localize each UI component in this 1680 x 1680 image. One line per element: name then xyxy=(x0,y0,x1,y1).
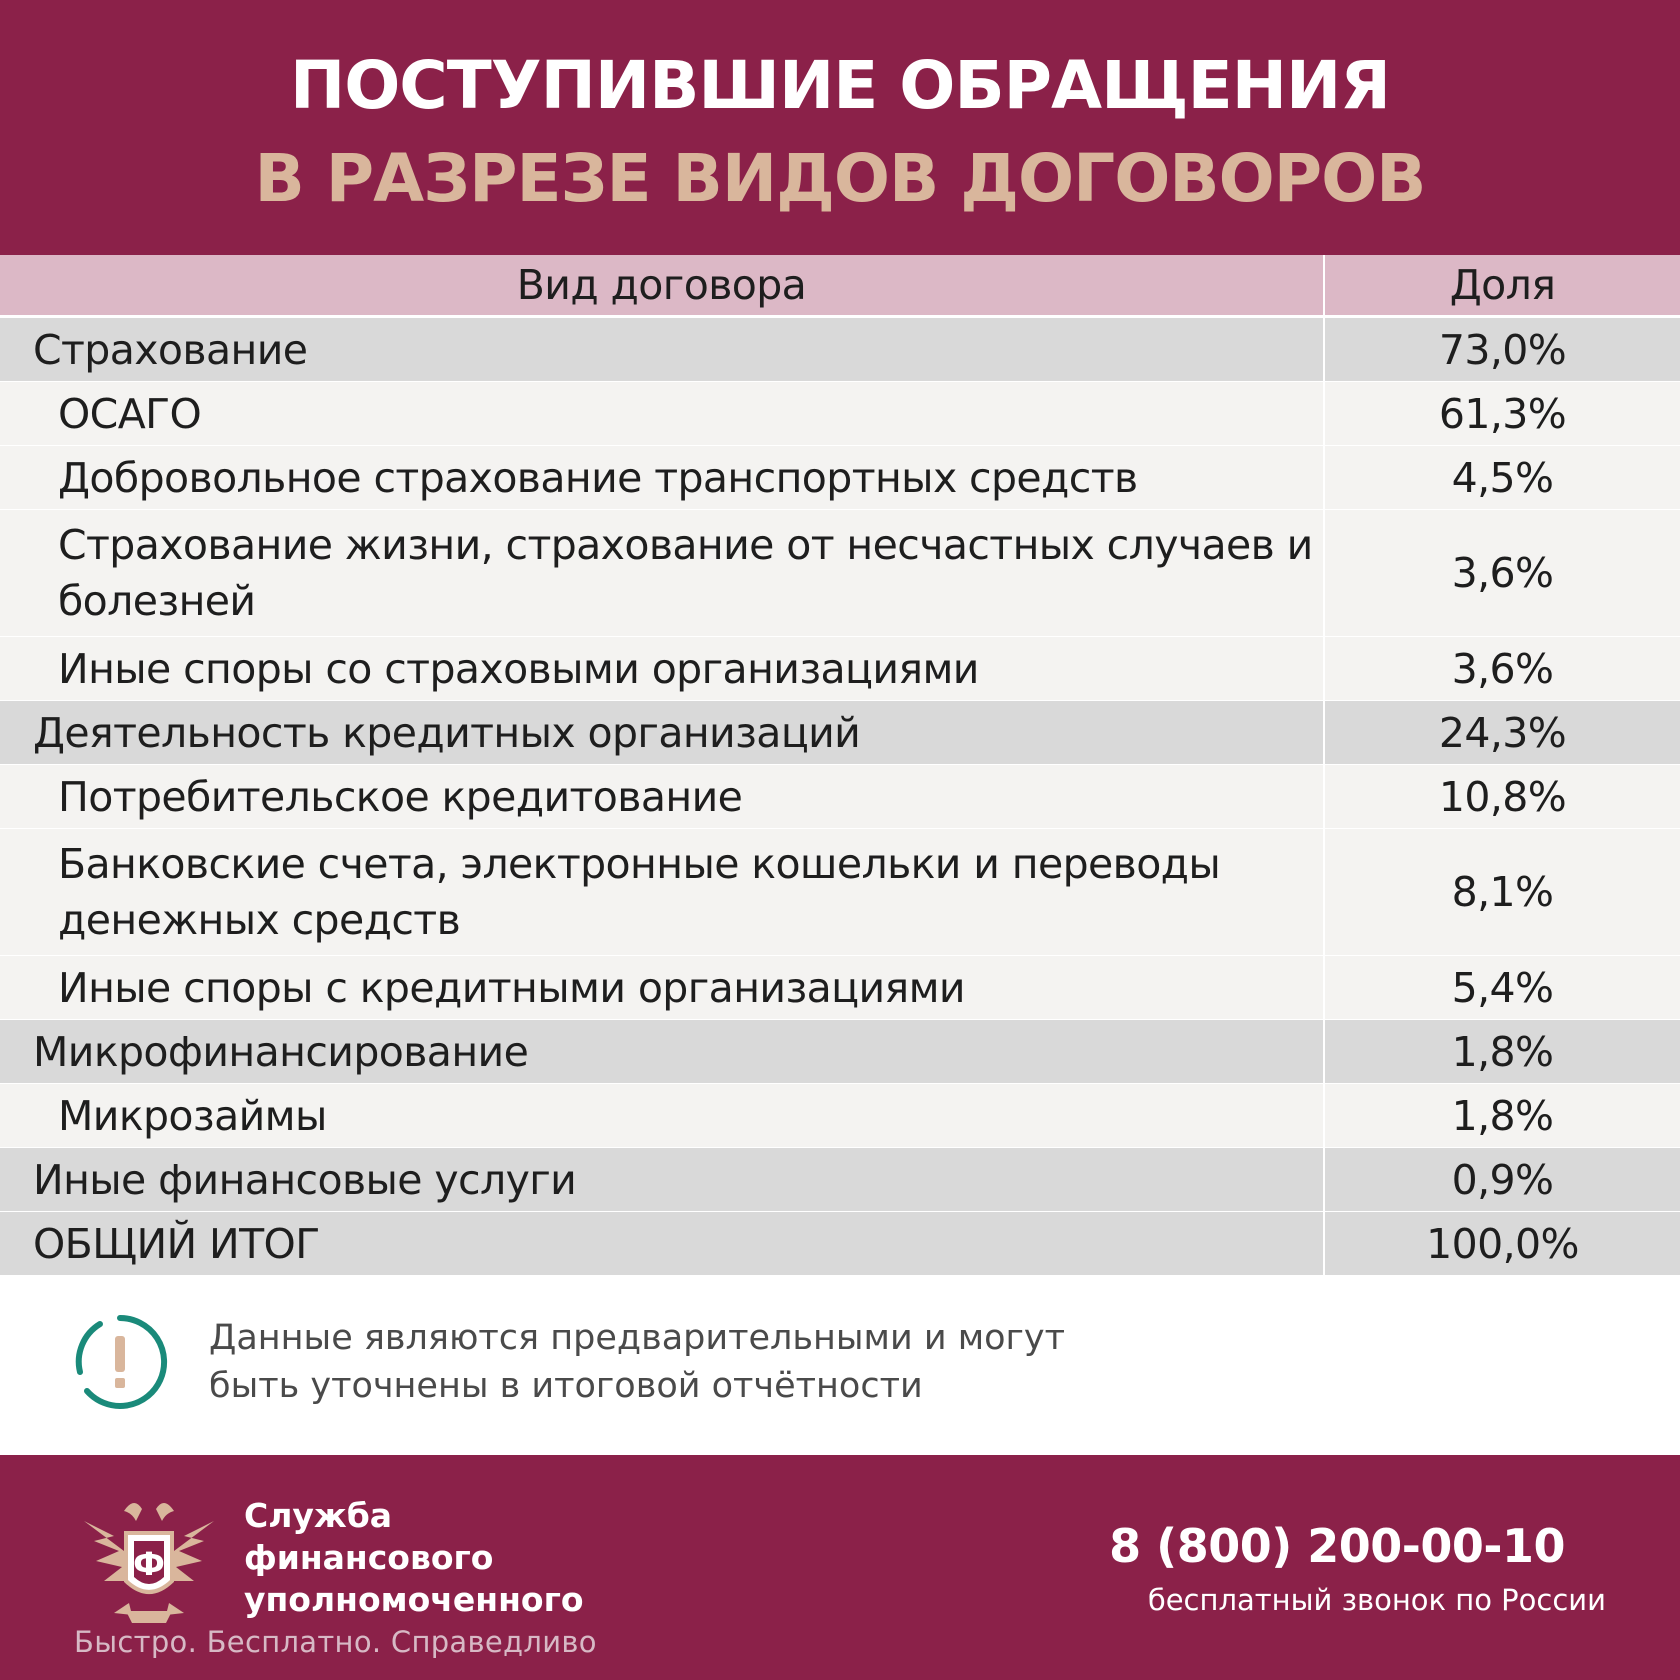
row-share: 61,3% xyxy=(1438,389,1567,438)
row-share: 1,8% xyxy=(1451,1091,1554,1140)
row-name: ОСАГО xyxy=(0,382,1325,445)
row-name: Банковские счета, электронные кошельки и переводы денежных средств xyxy=(0,829,1325,955)
table-row xyxy=(0,446,1680,510)
disclaimer-text xyxy=(209,1314,1209,1410)
row-share: 10,8% xyxy=(1438,772,1567,821)
table-total-row xyxy=(0,1212,1680,1276)
row-name: Микрозаймы xyxy=(0,1084,1325,1147)
table-row xyxy=(0,382,1680,446)
row-share: 0,9% xyxy=(1451,1155,1554,1204)
row-name: Иные споры с кредитными организациями xyxy=(0,956,1325,1019)
org-name-line-2: финансового xyxy=(244,1538,494,1577)
row-name: Иные финансовые услуги xyxy=(0,1148,1325,1211)
table-row xyxy=(0,510,1680,637)
row-name: Микрофинансирование xyxy=(0,1020,1325,1083)
hotline-phone: 8 (800) 200-00-10 xyxy=(1109,1519,1565,1573)
table-row xyxy=(0,318,1680,382)
column-header-type: Вид договора xyxy=(0,255,1325,315)
slogan: Быстро. Бесплатно. Справедливо xyxy=(74,1625,597,1659)
disclaimer-notice xyxy=(0,1270,1680,1455)
table-row xyxy=(0,1148,1680,1212)
contract-types-table xyxy=(0,255,1680,1276)
disclaimer-line-1: Данные являются предварительными и могут xyxy=(209,1318,1065,1358)
row-name: ОБЩИЙ ИТОГ xyxy=(0,1212,1325,1275)
page-subtitle: В РАЗРЕЗЕ ВИДОВ ДОГОВОРОВ xyxy=(254,140,1426,217)
row-share: 24,3% xyxy=(1438,708,1567,757)
org-name-line-3: уполномоченного xyxy=(244,1580,584,1619)
table-row xyxy=(0,829,1680,956)
row-share: 100,0% xyxy=(1426,1219,1579,1268)
row-share: 73,0% xyxy=(1438,325,1567,374)
row-name: Потребительское кредитование xyxy=(0,765,1325,828)
page-title: ПОСТУПИВШИЕ ОБРАЩЕНИЯ xyxy=(289,47,1391,124)
row-name: Деятельность кредитных организаций xyxy=(0,701,1325,764)
row-share: 4,5% xyxy=(1451,453,1554,502)
row-share: 1,8% xyxy=(1451,1027,1554,1076)
row-share: 5,4% xyxy=(1451,963,1554,1012)
row-share: 3,6% xyxy=(1451,644,1554,693)
row-name: Добровольное страхование транспортных средств xyxy=(0,446,1325,509)
double-headed-eagle-logo-icon xyxy=(74,1491,224,1631)
table-row xyxy=(0,1020,1680,1084)
disclaimer-line-2: быть уточнены в итоговой отчётности xyxy=(209,1366,923,1406)
table-row xyxy=(0,637,1680,701)
table-row xyxy=(0,701,1680,765)
exclamation-circle-icon xyxy=(70,1312,170,1412)
table-row xyxy=(0,1084,1680,1148)
table-header-row xyxy=(0,255,1680,318)
header-banner xyxy=(0,0,1680,255)
organization-name xyxy=(244,1495,644,1621)
row-name: Страхование жизни, страхование от несчастных случаев и болезней xyxy=(0,510,1325,636)
row-share: 8,1% xyxy=(1451,868,1554,916)
table-row xyxy=(0,765,1680,829)
column-header-share: Доля xyxy=(1449,261,1556,309)
table-row xyxy=(0,956,1680,1020)
footer-banner xyxy=(0,1455,1680,1680)
logo-letter: Ф xyxy=(133,1545,165,1583)
row-name: Иные споры со страховыми организациями xyxy=(0,637,1325,700)
hotline-note: бесплатный звонок по России xyxy=(1147,1583,1606,1617)
org-name-line-1: Служба xyxy=(244,1496,393,1535)
row-share: 3,6% xyxy=(1451,549,1554,597)
row-name: Страхование xyxy=(0,318,1325,381)
